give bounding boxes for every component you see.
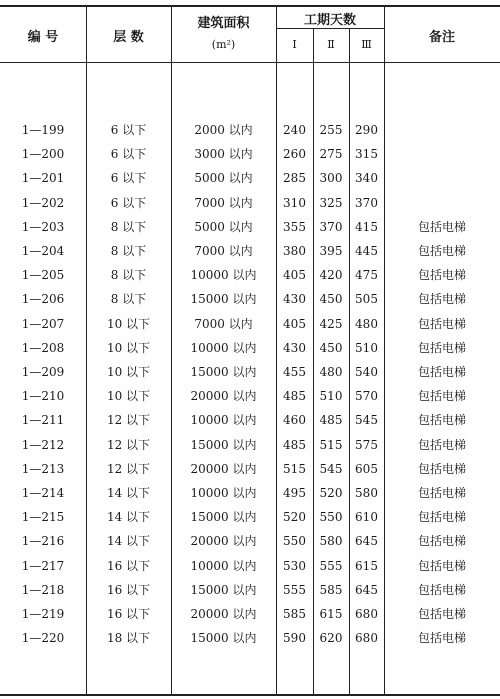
row-floors: 10 以下 — [106, 365, 151, 379]
row-days-1: 285 — [283, 171, 306, 185]
row-days-3: 680 — [355, 607, 378, 621]
row-id: 1—208 — [21, 341, 65, 355]
row-days-3: 510 — [355, 341, 378, 355]
row-days-1: 355 — [283, 220, 306, 234]
row-area: 15000 以内 — [190, 583, 257, 597]
row-days-1: 380 — [283, 244, 306, 258]
row-area: 5000 以内 — [194, 171, 253, 185]
row-days-1: 485 — [283, 389, 306, 403]
row-note: 包括电梯 — [417, 413, 466, 427]
row-days-2: 515 — [319, 438, 343, 452]
row-id: 1—214 — [21, 486, 65, 500]
row-area: 15000 以内 — [190, 510, 257, 524]
row-area: 5000 以内 — [194, 220, 253, 234]
row-id: 1—206 — [21, 292, 65, 306]
row-id: 1—211 — [21, 413, 65, 427]
row-id: 1—202 — [21, 196, 65, 210]
row-note: 包括电梯 — [417, 534, 466, 548]
row-id: 1—209 — [21, 365, 65, 379]
row-area: 10000 以内 — [190, 486, 257, 500]
row-days-2: 545 — [319, 462, 343, 476]
row-floors: 8 以下 — [110, 292, 147, 306]
row-days-1: 405 — [283, 268, 306, 282]
row-id: 1—201 — [21, 171, 65, 185]
row-floors: 12 以下 — [106, 438, 151, 452]
row-floors: 18 以下 — [106, 631, 151, 645]
row-note — [384, 120, 500, 140]
header-days-1: Ⅰ — [292, 38, 297, 51]
row-days-2: 325 — [319, 196, 343, 210]
row-area: 15000 以内 — [190, 438, 257, 452]
row-note: 包括电梯 — [417, 341, 466, 355]
table-bottom-rule — [0, 694, 500, 696]
row-area: 20000 以内 — [190, 389, 257, 403]
row-floors: 16 以下 — [106, 607, 151, 621]
row-id: 1—213 — [21, 462, 65, 476]
row-days-2: 395 — [319, 244, 343, 258]
row-days-2: 615 — [319, 607, 343, 621]
row-days-3: 540 — [355, 365, 378, 379]
row-area: 15000 以内 — [190, 365, 257, 379]
row-area: 2000 以内 — [194, 123, 253, 137]
row-days-1: 585 — [283, 607, 306, 621]
row-floors: 16 以下 — [106, 583, 151, 597]
row-days-2: 420 — [319, 268, 343, 282]
row-days-1: 460 — [283, 413, 306, 427]
row-days-2: 450 — [319, 341, 343, 355]
row-days-3: 570 — [355, 389, 378, 403]
row-days-1: 485 — [283, 438, 306, 452]
row-id: 1—219 — [21, 607, 65, 621]
row-floors: 10 以下 — [106, 389, 151, 403]
row-floors: 6 以下 — [110, 196, 147, 210]
row-note: 包括电梯 — [417, 510, 466, 524]
row-note — [384, 168, 500, 188]
row-note: 包括电梯 — [417, 220, 466, 234]
row-days-2: 370 — [319, 220, 343, 234]
row-days-3: 415 — [355, 220, 378, 234]
row-note: 包括电梯 — [417, 244, 466, 258]
row-floors: 14 以下 — [106, 486, 151, 500]
row-days-3: 575 — [355, 438, 378, 452]
row-id: 1—216 — [21, 534, 65, 548]
row-id: 1—204 — [21, 244, 65, 258]
row-days-2: 485 — [319, 413, 343, 427]
header-days-2: Ⅱ — [327, 38, 335, 51]
table-top-rule — [0, 5, 500, 7]
header-floors: 层 数 — [113, 30, 144, 45]
row-days-3: 580 — [355, 486, 378, 500]
row-id: 1—217 — [21, 559, 65, 573]
row-days-3: 340 — [355, 171, 378, 185]
row-id: 1—220 — [21, 631, 65, 645]
row-days-3: 545 — [355, 413, 378, 427]
row-area: 10000 以内 — [190, 413, 257, 427]
row-note: 包括电梯 — [417, 607, 466, 621]
row-id: 1—205 — [21, 268, 65, 282]
row-note: 包括电梯 — [417, 462, 466, 476]
row-floors: 16 以下 — [106, 559, 151, 573]
row-area: 15000 以内 — [190, 292, 257, 306]
row-days-2: 585 — [319, 583, 343, 597]
row-area: 20000 以内 — [190, 607, 257, 621]
row-floors: 10 以下 — [106, 317, 151, 331]
row-id: 1—212 — [21, 438, 65, 452]
row-days-2: 520 — [319, 486, 343, 500]
header-bottom-rule — [0, 62, 500, 63]
row-days-3: 505 — [355, 292, 378, 306]
row-id: 1—215 — [21, 510, 65, 524]
row-days-1: 550 — [283, 534, 306, 548]
row-floors: 10 以下 — [106, 341, 151, 355]
row-days-2: 480 — [319, 365, 343, 379]
row-days-3: 615 — [355, 559, 378, 573]
row-floors: 8 以下 — [110, 268, 147, 282]
row-days-3: 315 — [355, 147, 378, 161]
row-days-3: 645 — [355, 534, 378, 548]
row-note — [384, 193, 500, 213]
row-days-2: 255 — [319, 123, 343, 137]
row-area: 7000 以内 — [194, 244, 253, 258]
row-floors: 12 以下 — [106, 413, 151, 427]
row-days-2: 300 — [319, 171, 343, 185]
row-floors: 8 以下 — [110, 220, 147, 234]
header-area-unit: (m²) — [211, 38, 236, 51]
row-days-1: 455 — [283, 365, 306, 379]
row-area: 10000 以内 — [190, 559, 257, 573]
row-days-1: 430 — [283, 341, 306, 355]
header-note: 备注 — [428, 30, 455, 45]
row-id: 1—210 — [21, 389, 65, 403]
row-days-1: 590 — [283, 631, 306, 645]
row-days-3: 445 — [355, 244, 378, 258]
row-days-2: 620 — [319, 631, 343, 645]
row-days-1: 310 — [283, 196, 306, 210]
row-note: 包括电梯 — [417, 559, 466, 573]
row-floors: 12 以下 — [106, 462, 151, 476]
row-note: 包括电梯 — [417, 486, 466, 500]
row-area: 20000 以内 — [190, 462, 257, 476]
row-note: 包括电梯 — [417, 268, 466, 282]
row-floors: 14 以下 — [106, 534, 151, 548]
row-days-2: 510 — [319, 389, 343, 403]
row-id: 1—199 — [21, 123, 65, 137]
row-note: 包括电梯 — [417, 438, 466, 452]
row-note: 包括电梯 — [417, 365, 466, 379]
row-days-2: 275 — [319, 147, 343, 161]
row-id: 1—203 — [21, 220, 65, 234]
row-note: 包括电梯 — [417, 631, 466, 645]
row-days-3: 605 — [355, 462, 378, 476]
row-id: 1—200 — [21, 147, 65, 161]
row-days-3: 645 — [355, 583, 378, 597]
row-days-3: 475 — [355, 268, 378, 282]
row-days-3: 290 — [355, 123, 378, 137]
row-note — [384, 144, 500, 164]
row-days-3: 370 — [355, 196, 378, 210]
row-days-2: 580 — [319, 534, 343, 548]
row-area: 10000 以内 — [190, 341, 257, 355]
header-days-3: Ⅲ — [361, 38, 372, 51]
row-floors: 6 以下 — [110, 123, 147, 137]
row-days-1: 530 — [283, 559, 306, 573]
row-days-1: 515 — [283, 462, 306, 476]
row-floors: 6 以下 — [110, 171, 147, 185]
header-days: 工期天数 — [303, 13, 356, 28]
row-days-1: 555 — [283, 583, 306, 597]
row-id: 1—207 — [21, 317, 65, 331]
row-area: 3000 以内 — [194, 147, 253, 161]
row-days-3: 680 — [355, 631, 378, 645]
row-area: 7000 以内 — [194, 317, 253, 331]
row-area: 20000 以内 — [190, 534, 257, 548]
row-days-1: 495 — [283, 486, 306, 500]
row-area: 15000 以内 — [190, 631, 257, 645]
row-days-2: 425 — [319, 317, 343, 331]
row-area: 10000 以内 — [190, 268, 257, 282]
header-id: 编 号 — [27, 30, 59, 45]
row-note: 包括电梯 — [417, 317, 466, 331]
row-note: 包括电梯 — [417, 389, 466, 403]
row-days-3: 480 — [355, 317, 378, 331]
row-days-3: 610 — [355, 510, 378, 524]
row-note: 包括电梯 — [417, 292, 466, 306]
days-subheader-rule — [276, 28, 384, 29]
header-area: 建筑面积 — [197, 16, 250, 31]
row-days-1: 405 — [283, 317, 306, 331]
row-floors: 6 以下 — [110, 147, 147, 161]
row-floors: 14 以下 — [106, 510, 151, 524]
row-note: 包括电梯 — [417, 583, 466, 597]
row-area: 7000 以内 — [194, 196, 253, 210]
row-days-1: 240 — [283, 123, 306, 137]
row-days-2: 555 — [319, 559, 343, 573]
row-days-1: 520 — [283, 510, 306, 524]
row-days-1: 260 — [283, 147, 306, 161]
row-floors: 8 以下 — [110, 244, 147, 258]
row-days-1: 430 — [283, 292, 306, 306]
row-days-2: 550 — [319, 510, 343, 524]
row-id: 1—218 — [21, 583, 65, 597]
row-days-2: 450 — [319, 292, 343, 306]
